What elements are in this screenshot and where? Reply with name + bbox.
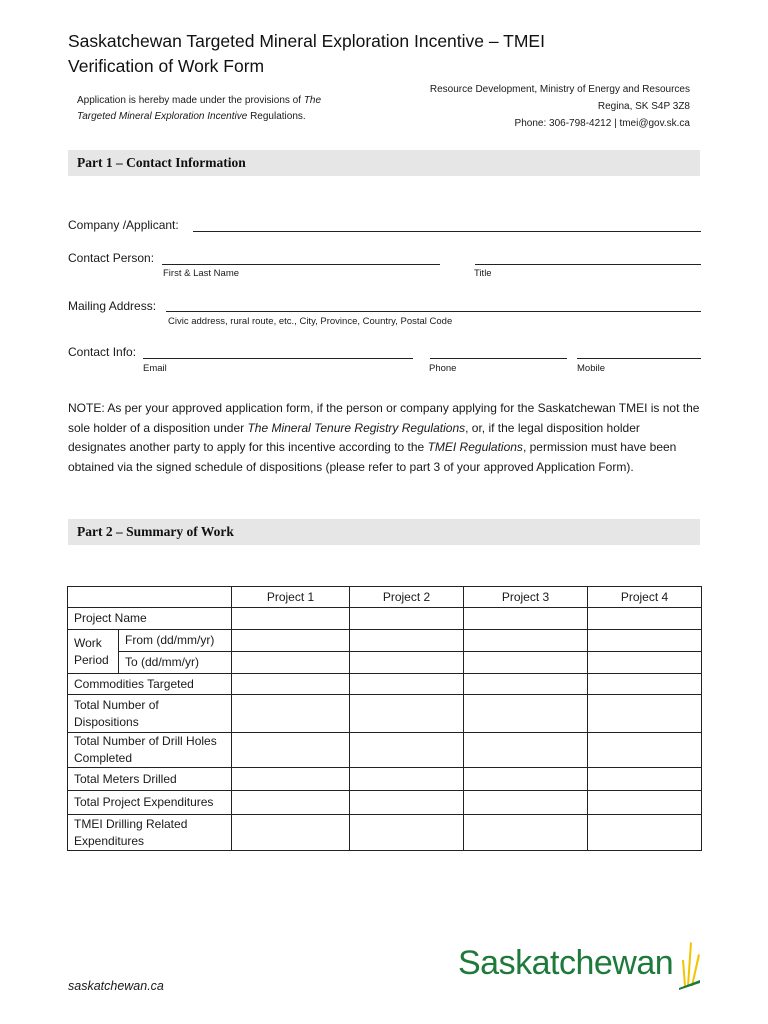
address-line-1: Resource Development, Ministry of Energy and Resources	[429, 84, 690, 95]
form-title-line2: Verification of Work Form	[68, 56, 265, 76]
to-date-cell[interactable]	[350, 652, 464, 674]
table-row	[68, 608, 702, 630]
commodities-cell[interactable]	[464, 674, 588, 695]
footer-url[interactable]: saskatchewan.ca	[68, 979, 164, 993]
meters-drilled-label: Total Meters Drilled	[68, 768, 232, 791]
table-row	[68, 815, 702, 851]
project-3-header: Project 3	[464, 587, 588, 608]
project-name-cell[interactable]	[588, 608, 702, 630]
meters-drilled-cell[interactable]	[350, 768, 464, 791]
meters-drilled-cell[interactable]	[588, 768, 702, 791]
mailing-caption: Civic address, rural route, etc., City, Province, Country, Postal Code	[168, 316, 453, 327]
meters-drilled-cell[interactable]	[232, 768, 350, 791]
part1-heading: Part 1 – Contact Information	[68, 150, 700, 176]
company-field[interactable]	[193, 231, 701, 232]
address-line-2: Regina, SK S4P 3Z8	[597, 101, 690, 112]
note-paragraph: NOTE: As per your approved application form, if the person or company applying for the Saskatchewan TMEI is not the sole holder of a disposition under The Mineral Tenure Registry Regulations, or, if the legal disposition holder designates another party to apply for this incentive according to the TMEI Regulations, permission must have been obtained via the signed schedule of dispositions (please refer to part 3 of your approved Application Form).	[68, 401, 700, 474]
title-caption: Title	[474, 268, 492, 279]
from-date-cell[interactable]	[588, 630, 702, 652]
table-row	[68, 630, 702, 652]
dispositions-cell[interactable]	[350, 695, 464, 733]
part2-heading: Part 2 – Summary of Work	[68, 519, 700, 545]
project-expenditures-cell[interactable]	[232, 791, 350, 815]
project-name-cell[interactable]	[350, 608, 464, 630]
dispositions-label: Total Number of Dispositions	[68, 695, 232, 733]
table-corner-cell	[68, 587, 232, 608]
drilling-expenditures-cell[interactable]	[232, 815, 350, 851]
from-date-label: From (dd/mm/yr)	[119, 630, 232, 652]
phone-caption: Phone	[429, 363, 457, 374]
mobile-field[interactable]	[577, 358, 701, 359]
dispositions-cell[interactable]	[588, 695, 702, 733]
table-row	[68, 652, 702, 674]
project-expenditures-label: Total Project Expenditures	[68, 791, 232, 815]
wheat-stalk-1	[687, 942, 692, 986]
project-name-cell[interactable]	[464, 608, 588, 630]
to-date-label: To (dd/mm/yr)	[119, 652, 232, 674]
table-header-row	[68, 587, 702, 608]
contact-info-label: Contact Info:	[68, 345, 137, 359]
from-date-cell[interactable]	[350, 630, 464, 652]
dispositions-cell[interactable]	[232, 695, 350, 733]
form-title-line1: Saskatchewan Targeted Mineral Exploration Incentive – TMEI	[68, 31, 545, 51]
table-row	[68, 695, 702, 733]
commodities-cell[interactable]	[350, 674, 464, 695]
from-date-cell[interactable]	[232, 630, 350, 652]
phone-field[interactable]	[430, 358, 567, 359]
saskatchewan-logo-text: Saskatchewan	[458, 944, 674, 982]
from-date-cell[interactable]	[464, 630, 588, 652]
drilling-expenditures-cell[interactable]	[464, 815, 588, 851]
commodities-cell[interactable]	[232, 674, 350, 695]
address-line-3: Phone: 306-798-4212 | tmei@gov.sk.ca	[514, 118, 690, 129]
project-name-label: Project Name	[68, 608, 232, 630]
drilling-expenditures-cell[interactable]	[350, 815, 464, 851]
to-date-cell[interactable]	[232, 652, 350, 674]
mailing-address-label: Mailing Address:	[68, 299, 157, 313]
email-caption: Email	[143, 363, 167, 374]
table-row	[68, 768, 702, 791]
commodities-label: Commodities Targeted	[68, 674, 232, 695]
project-expenditures-cell[interactable]	[464, 791, 588, 815]
project-4-header: Project 4	[588, 587, 702, 608]
drilling-expenditures-cell[interactable]	[588, 815, 702, 851]
email-field[interactable]	[143, 358, 413, 359]
project-1-header: Project 1	[232, 587, 350, 608]
contact-name-field[interactable]	[162, 264, 440, 265]
drill-holes-cell[interactable]	[232, 733, 350, 768]
project-name-cell[interactable]	[232, 608, 350, 630]
meters-drilled-cell[interactable]	[464, 768, 588, 791]
commodities-cell[interactable]	[588, 674, 702, 695]
logo-swoosh	[679, 980, 700, 990]
drill-holes-cell[interactable]	[588, 733, 702, 768]
drilling-expenditures-label: TMEI Drilling Related Expenditures	[68, 815, 232, 851]
project-expenditures-cell[interactable]	[350, 791, 464, 815]
table-row	[68, 791, 702, 815]
mobile-caption: Mobile	[577, 363, 605, 374]
provision-text: Application is hereby made under the provisions of The Targeted Mineral Exploration Incentive Regulations.	[77, 95, 322, 122]
summary-of-work-table	[67, 586, 702, 851]
ministry-address	[380, 82, 690, 132]
work-period-label: Work Period	[68, 630, 119, 674]
to-date-cell[interactable]	[588, 652, 702, 674]
mailing-address-field[interactable]	[166, 311, 701, 312]
contact-person-label: Contact Person:	[68, 251, 155, 265]
drill-holes-cell[interactable]	[464, 733, 588, 768]
first-last-caption: First & Last Name	[163, 268, 240, 279]
table-row	[68, 674, 702, 695]
drill-holes-label: Total Number of Drill Holes Completed	[68, 733, 232, 768]
project-expenditures-cell[interactable]	[588, 791, 702, 815]
table-row	[68, 733, 702, 768]
contact-title-field[interactable]	[475, 264, 701, 265]
drill-holes-cell[interactable]	[350, 733, 464, 768]
dispositions-cell[interactable]	[464, 695, 588, 733]
project-2-header: Project 2	[350, 587, 464, 608]
wheat-stalk-2	[682, 960, 686, 986]
company-label: Company /Applicant:	[68, 218, 179, 232]
to-date-cell[interactable]	[464, 652, 588, 674]
wheat-logo-icon	[676, 940, 702, 992]
